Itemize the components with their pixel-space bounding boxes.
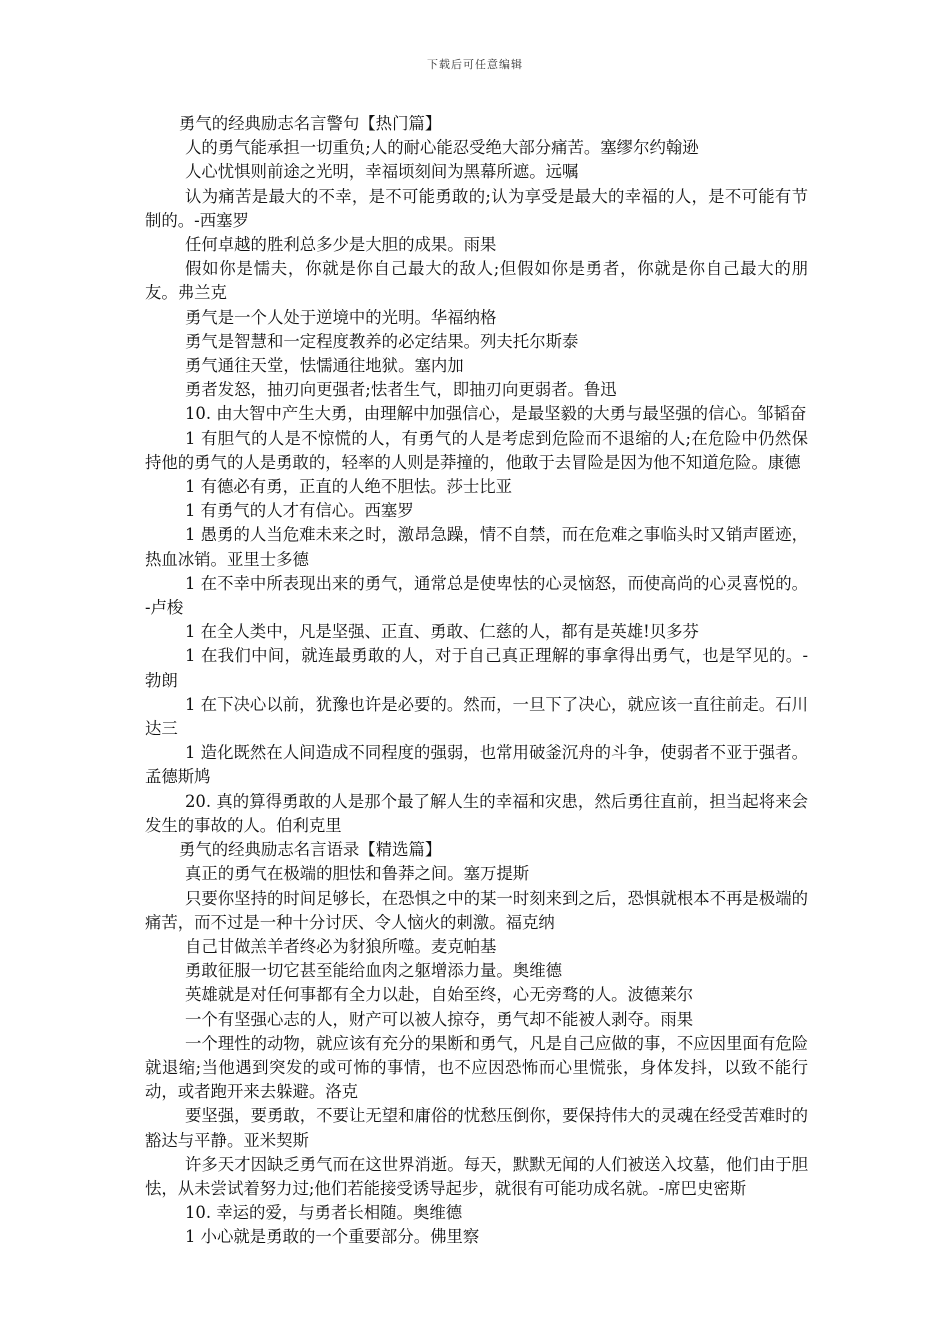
section-heading: 勇气的经典励志名言警句【热门篇】 bbox=[179, 114, 442, 133]
quote-paragraph: 1 有勇气的人才有信心。西塞罗 bbox=[185, 501, 414, 521]
quote-paragraph: 1 小心就是勇敢的一个重要部分。佛里察 bbox=[185, 1227, 480, 1247]
quote-paragraph: 许多天才因缺乏勇气而在这世界消逝。每天，默默无闻的人们被送入坟墓，他们由于胆怯，从未尝试着努力过;他们若能接受诱导起步，就很有可能功成名就。-席巴史密斯 bbox=[145, 1154, 808, 1198]
quote-paragraph: 一个理性的动物，就应该有充分的果断和勇气，凡是自己应做的事，不应因里面有危险就退缩;当他遇到突发的或可怖的事情，也不应因恐怖而心里慌张，身体发抖，以致不能行动，或者跑开来去躲避。洛克 bbox=[145, 1033, 808, 1102]
quote-paragraph: 1 有德必有勇，正直的人绝不胆怯。莎士比亚 bbox=[185, 477, 513, 497]
quote-paragraph: 1 在全人类中，凡是坚强、正直、勇敢、仁慈的人，都有是英雄!贝多芬 bbox=[185, 622, 699, 642]
quote-paragraph: 真正的勇气在极端的胆怯和鲁莽之间。塞万提斯 bbox=[185, 864, 530, 884]
quote-paragraph: 勇气是智慧和一定程度教养的必定结果。列夫托尔斯泰 bbox=[185, 331, 579, 351]
quote-paragraph: 假如你是懦夫，你就是你自己最大的敌人;但假如你是勇者，你就是你自己最大的朋友。弗兰克 bbox=[145, 259, 808, 303]
quote-paragraph: 10. 幸运的爱，与勇者长相随。奥维德 bbox=[185, 1203, 463, 1223]
quote-paragraph: 认为痛苦是最大的不幸，是不可能勇敢的;认为享受是最大的幸福的人，是不可能有节制的。-西塞罗 bbox=[145, 186, 808, 230]
quote-paragraph: 1 有胆气的人是不惊慌的人，有勇气的人是考虑到危险而不退缩的人;在危险中仍然保持他的勇气的人是勇敢的，轻率的人则是莽撞的，他敢于去冒险是因为他不知道危险。康德 bbox=[145, 428, 808, 472]
quote-paragraph: 只要你坚持的时间足够长，在恐惧之中的某一时刻来到之后，恐惧就根本不再是极端的痛苦，而不过是一种十分讨厌、令人恼火的刺激。福克纳 bbox=[145, 888, 808, 932]
quote-paragraph: 自己甘做羔羊者终必为豺狼所噬。麦克帕基 bbox=[185, 936, 497, 956]
quote-paragraph: 一个有坚强心志的人，财产可以被人掠夺，勇气却不能被人剥夺。雨果 bbox=[185, 1009, 694, 1029]
quote-paragraph: 勇气是一个人处于逆境中的光明。华福纳格 bbox=[185, 307, 497, 327]
quote-paragraph: 要坚强，要勇敢，不要让无望和庸俗的忧愁压倒你，要保持伟大的灵魂在经受苦难时的豁达与平静。亚米契斯 bbox=[145, 1106, 808, 1150]
quote-paragraph: 人心忧惧则前途之光明，幸福顷刻间为黑幕所遮。远嘱 bbox=[185, 162, 579, 182]
quote-paragraph: 1 在我们中间，就连最勇敢的人，对于自己真正理解的事拿得出勇气，也是罕见的。-勃朗 bbox=[145, 646, 808, 690]
quote-paragraph: 1 在不幸中所表现出来的勇气，通常总是使卑怯的心灵恼怒，而使高尚的心灵喜悦的。-卢梭 bbox=[145, 573, 808, 618]
quote-paragraph: 20. 真的算得勇敢的人是那个最了解人生的幸福和灾患，然后勇往直前，担当起将来会发生的事故的人。伯利克里 bbox=[145, 791, 808, 835]
quote-paragraph: 1 愚勇的人当危难未来之时，激昂急躁，情不自禁，而在危难之事临头时又销声匿迹，热血冰销。亚里士多德 bbox=[145, 525, 808, 569]
quote-paragraph: 10. 由大智中产生大勇，由理解中加强信心，是最坚毅的大勇与最坚强的信心。邹韬奋 bbox=[185, 404, 807, 424]
quote-paragraph: 人的勇气能承担一切重负;人的耐心能忍受绝大部分痛苦。塞缪尔约翰逊 bbox=[185, 138, 699, 158]
section-heading: 勇气的经典励志名言语录【精选篇】 bbox=[179, 840, 442, 860]
quote-paragraph: 勇气通往天堂，怯懦通往地狱。塞内加 bbox=[185, 356, 464, 376]
page-header-note: 下载后可任意编辑 bbox=[427, 58, 523, 71]
quote-paragraph: 勇者发怒，抽刃向更强者;怯者生气，即抽刃向更弱者。鲁迅 bbox=[185, 380, 617, 400]
quote-paragraph: 英雄就是对任何事都有全力以赴，自始至终，心无旁骛的人。波德莱尔 bbox=[185, 985, 694, 1005]
document-body bbox=[145, 112, 808, 1250]
quote-paragraph: 任何卓越的胜利总多少是大胆的成果。雨果 bbox=[185, 235, 497, 255]
quote-paragraph: 1 在下决心以前，犹豫也许是必要的。然而，一旦下了决心，就应该一直往前走。石川达三 bbox=[145, 694, 808, 739]
quote-paragraph: 1 造化既然在人间造成不同程度的强弱，也常用破釜沉舟的斗争，使弱者不亚于强者。孟德斯鸠 bbox=[145, 743, 808, 787]
quote-paragraph: 勇敢征服一切它甚至能给血肉之躯增添力量。奥维德 bbox=[185, 961, 562, 981]
